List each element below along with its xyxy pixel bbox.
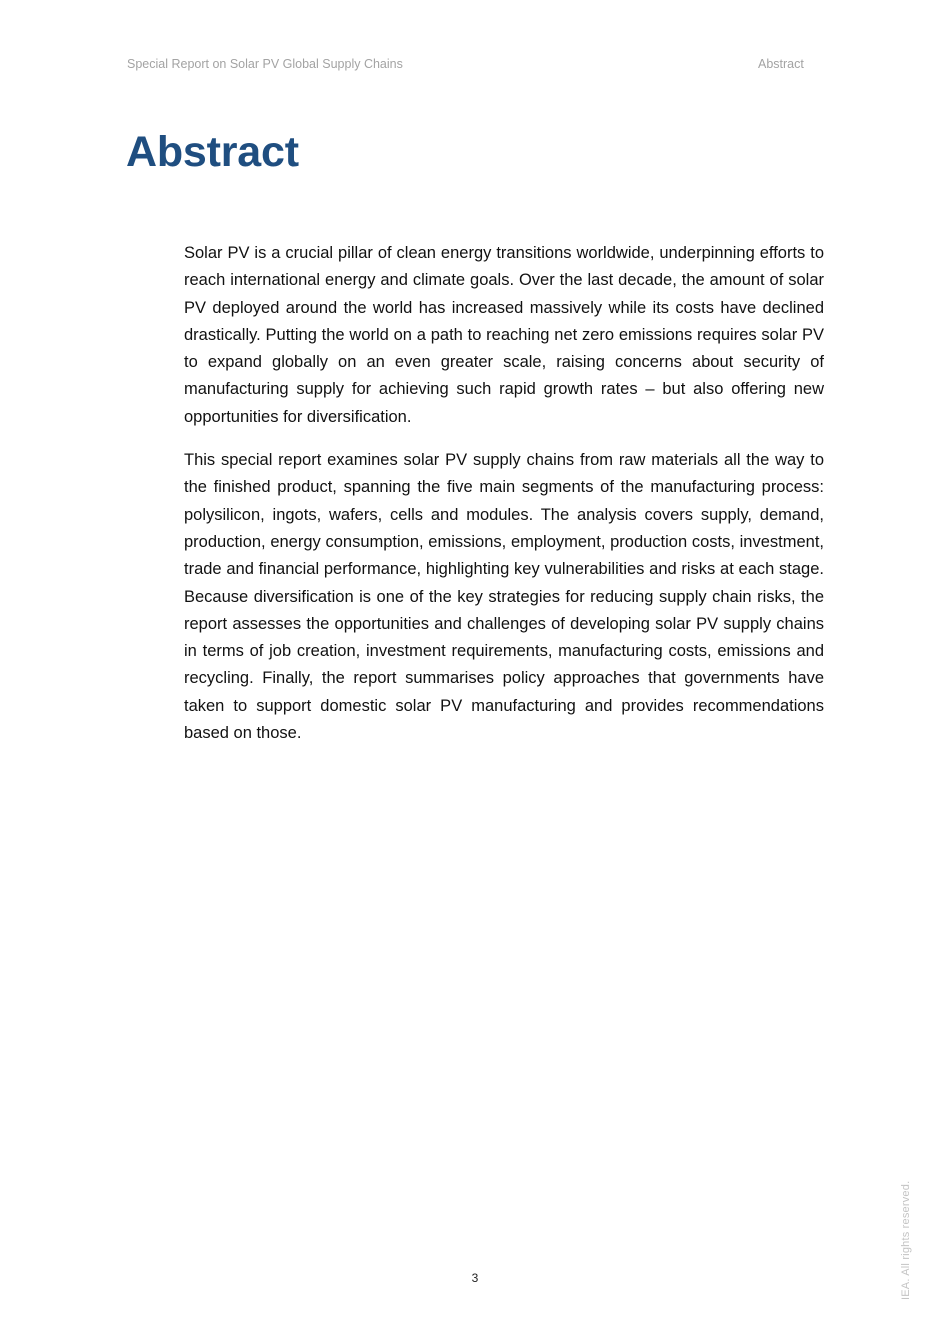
page-title: Abstract — [126, 128, 299, 176]
abstract-body — [184, 240, 824, 763]
running-header-section: Abstract — [758, 57, 804, 71]
abstract-paragraph-2: This special report examines solar PV supply chains from raw materials all the way to the finished product, spanning the five main segments of the manufacturing process: polysilicon, ingots, wafers, cells and modules. The analysis covers supply, demand, production, energy consumption, emissions, employment, production costs, investment, trade and financial performance, highlighting key vulnerabilities and risks at each stage. Because diversification is one of the key strategies for reducing supply chain risks, the report assesses the opportunities and challenges of developing solar PV supply chains in terms of job creation, investment requirements, manufacturing costs, emissions and recycling. Finally, the report summarises policy approaches that governments have taken to support domestic solar PV manufacturing and provides recommendations based on those. — [184, 451, 824, 743]
page-number: 3 — [471, 1271, 479, 1285]
abstract-paragraph-1: Solar PV is a crucial pillar of clean energy transitions worldwide, underpinning efforts to reach international energy and climate goals. Over the last decade, the amount of solar PV deployed around the world has increased massively while its costs have declined drastically. Putting the world on a path to reaching net zero emissions requires solar PV to expand globally on an even greater scale, raising concerns about security of manufacturing supply for achieving such rapid growth rates – but also offering new opportunities for diversification. — [184, 244, 824, 426]
copyright-notice: IEA. All rights reserved. — [900, 1180, 912, 1300]
running-header-report-title: Special Report on Solar PV Global Supply Chains — [127, 57, 403, 71]
